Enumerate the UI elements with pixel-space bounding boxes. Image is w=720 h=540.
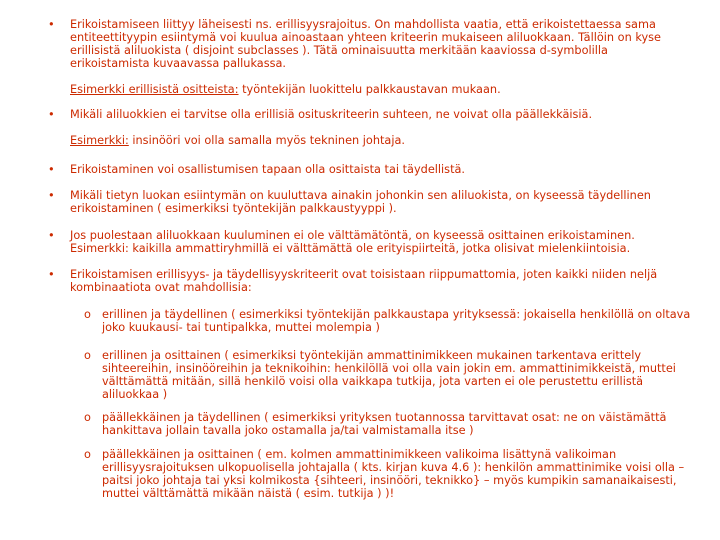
bullet-text: Mikäli tietyn luokan esiintymän on kuuluttava ainakin johonkin sen aliluokista, on kyseessä täydellinen erikoistaminen ( esimerkiksi työntekijän palkkaustyyppi ).: [70, 189, 651, 215]
bullet-marker: •: [48, 229, 55, 242]
bullet-text: Erikoistamisen erillisyys- ja täydellisyyskriteerit ovat toisistaan riippumattomia, joten kaikki niiden neljä kombinaatiota ovat mahdollisia:: [70, 268, 658, 294]
sub-item-text: erillinen ja osittainen ( esimerkiksi työntekijän ammattinimikkeen mukainen tarkentava erittely sihteereihin, insinööreihin ja teknikoihin: henkilöllä voi olla vain jokin em. ammattinimikkeistä, muttei välttämättä mitään, sillä henkilö voisi olla vaikkapa tutkija, jota varten ei ole perustettu erillistä aliluokkaa ): [102, 349, 676, 401]
bullet-item: [70, 189, 690, 215]
bullet-marker: •: [48, 268, 55, 281]
bullet-item: [70, 18, 690, 96]
sub-bullet-marker: o: [84, 448, 91, 461]
bullet-item: [70, 163, 690, 176]
sub-item: [102, 411, 692, 437]
example-line: [70, 83, 690, 96]
bullet-marker: •: [48, 189, 55, 202]
example-label: Esimerkki erillisistä ositteista:: [70, 83, 239, 96]
bullet-item: [70, 229, 690, 255]
example-text: insinööri voi olla samalla myös tekninen johtaja.: [128, 134, 405, 147]
sub-item: [102, 349, 692, 401]
bullet-item: [70, 268, 690, 294]
sub-item-text: päällekkäinen ja täydellinen ( esimerkiksi yrityksen tuotannossa tarvittavat osat: ne on väistämättä hankittava jollain tavalla joko ostamalla ja/tai valmistamalla itse ): [102, 411, 667, 437]
bullet-marker: •: [48, 18, 55, 31]
sub-bullet-marker: o: [84, 349, 91, 362]
sub-item-text: erillinen ja täydellinen ( esimerkiksi työntekijän palkkaustapa yrityksessä: jokaisella henkilöllä on oltava joko kuukausi- tai tuntipalkka, muttei molempia ): [102, 308, 691, 334]
example-line: [70, 134, 690, 147]
bullet-text: Jos puolestaan aliluokkaan kuuluminen ei ole välttämätöntä, on kyseessä osittainen erikoistaminen. Esimerkki: kaikilla ammattiryhmillä ei välttämättä ole erityispiirteitä, jotka olisivat mielenkiintoisia.: [70, 229, 635, 255]
example-text: työntekijän luokittelu palkkaustavan mukaan.: [238, 83, 501, 96]
sub-item: [102, 448, 692, 500]
bullet-marker: •: [48, 108, 55, 121]
bullet-text: Erikoistaminen voi osallistumisen tapaan olla osittaista tai täydellistä.: [70, 163, 466, 176]
sub-bullet-marker: o: [84, 411, 91, 424]
sub-bullet-marker: o: [84, 308, 91, 321]
bullet-item: [70, 108, 690, 147]
sub-item-text: päällekkäinen ja osittainen ( em. kolmen ammattinimikkeen valikoima lisättynä valikoiman erillisyysrajoituksen ulkopuolisella johtajalla ( kts. kirjan kuva 4.6 ): henkilön ammattinimike voisi olla – paitsi joko johtaja tai yksi kolmikosta {sihteeri, insinööri, teknikko} – myös kumpikin samanaikaisesti, muttei välttämättä mikään näistä ( esim. tutkija ) )!: [102, 448, 685, 500]
bullet-text: Mikäli aliluokkien ei tarvitse olla erillisiä osituskriteerin suhteen, ne voivat olla päällekkäisiä.: [70, 108, 593, 121]
example-label: Esimerkki:: [70, 134, 129, 147]
bullet-marker: •: [48, 163, 55, 176]
sub-item: [102, 308, 692, 334]
bullet-text: Erikoistamiseen liittyy läheisesti ns. erillisyysrajoitus. On mahdollista vaatia, että erikoistettaessa sama entiteettityypin esiintymä voi kuulua ainoastaan yhteen kriteerin mukaiseen aliluokkaan. Tällöin on kyse erillisistä aliluokista ( disjoint subclasses ). Tätä ominaisuutta merkitään kaaviossa d-symbolilla erikoistamista kuvaavassa pallukassa.: [70, 18, 662, 70]
